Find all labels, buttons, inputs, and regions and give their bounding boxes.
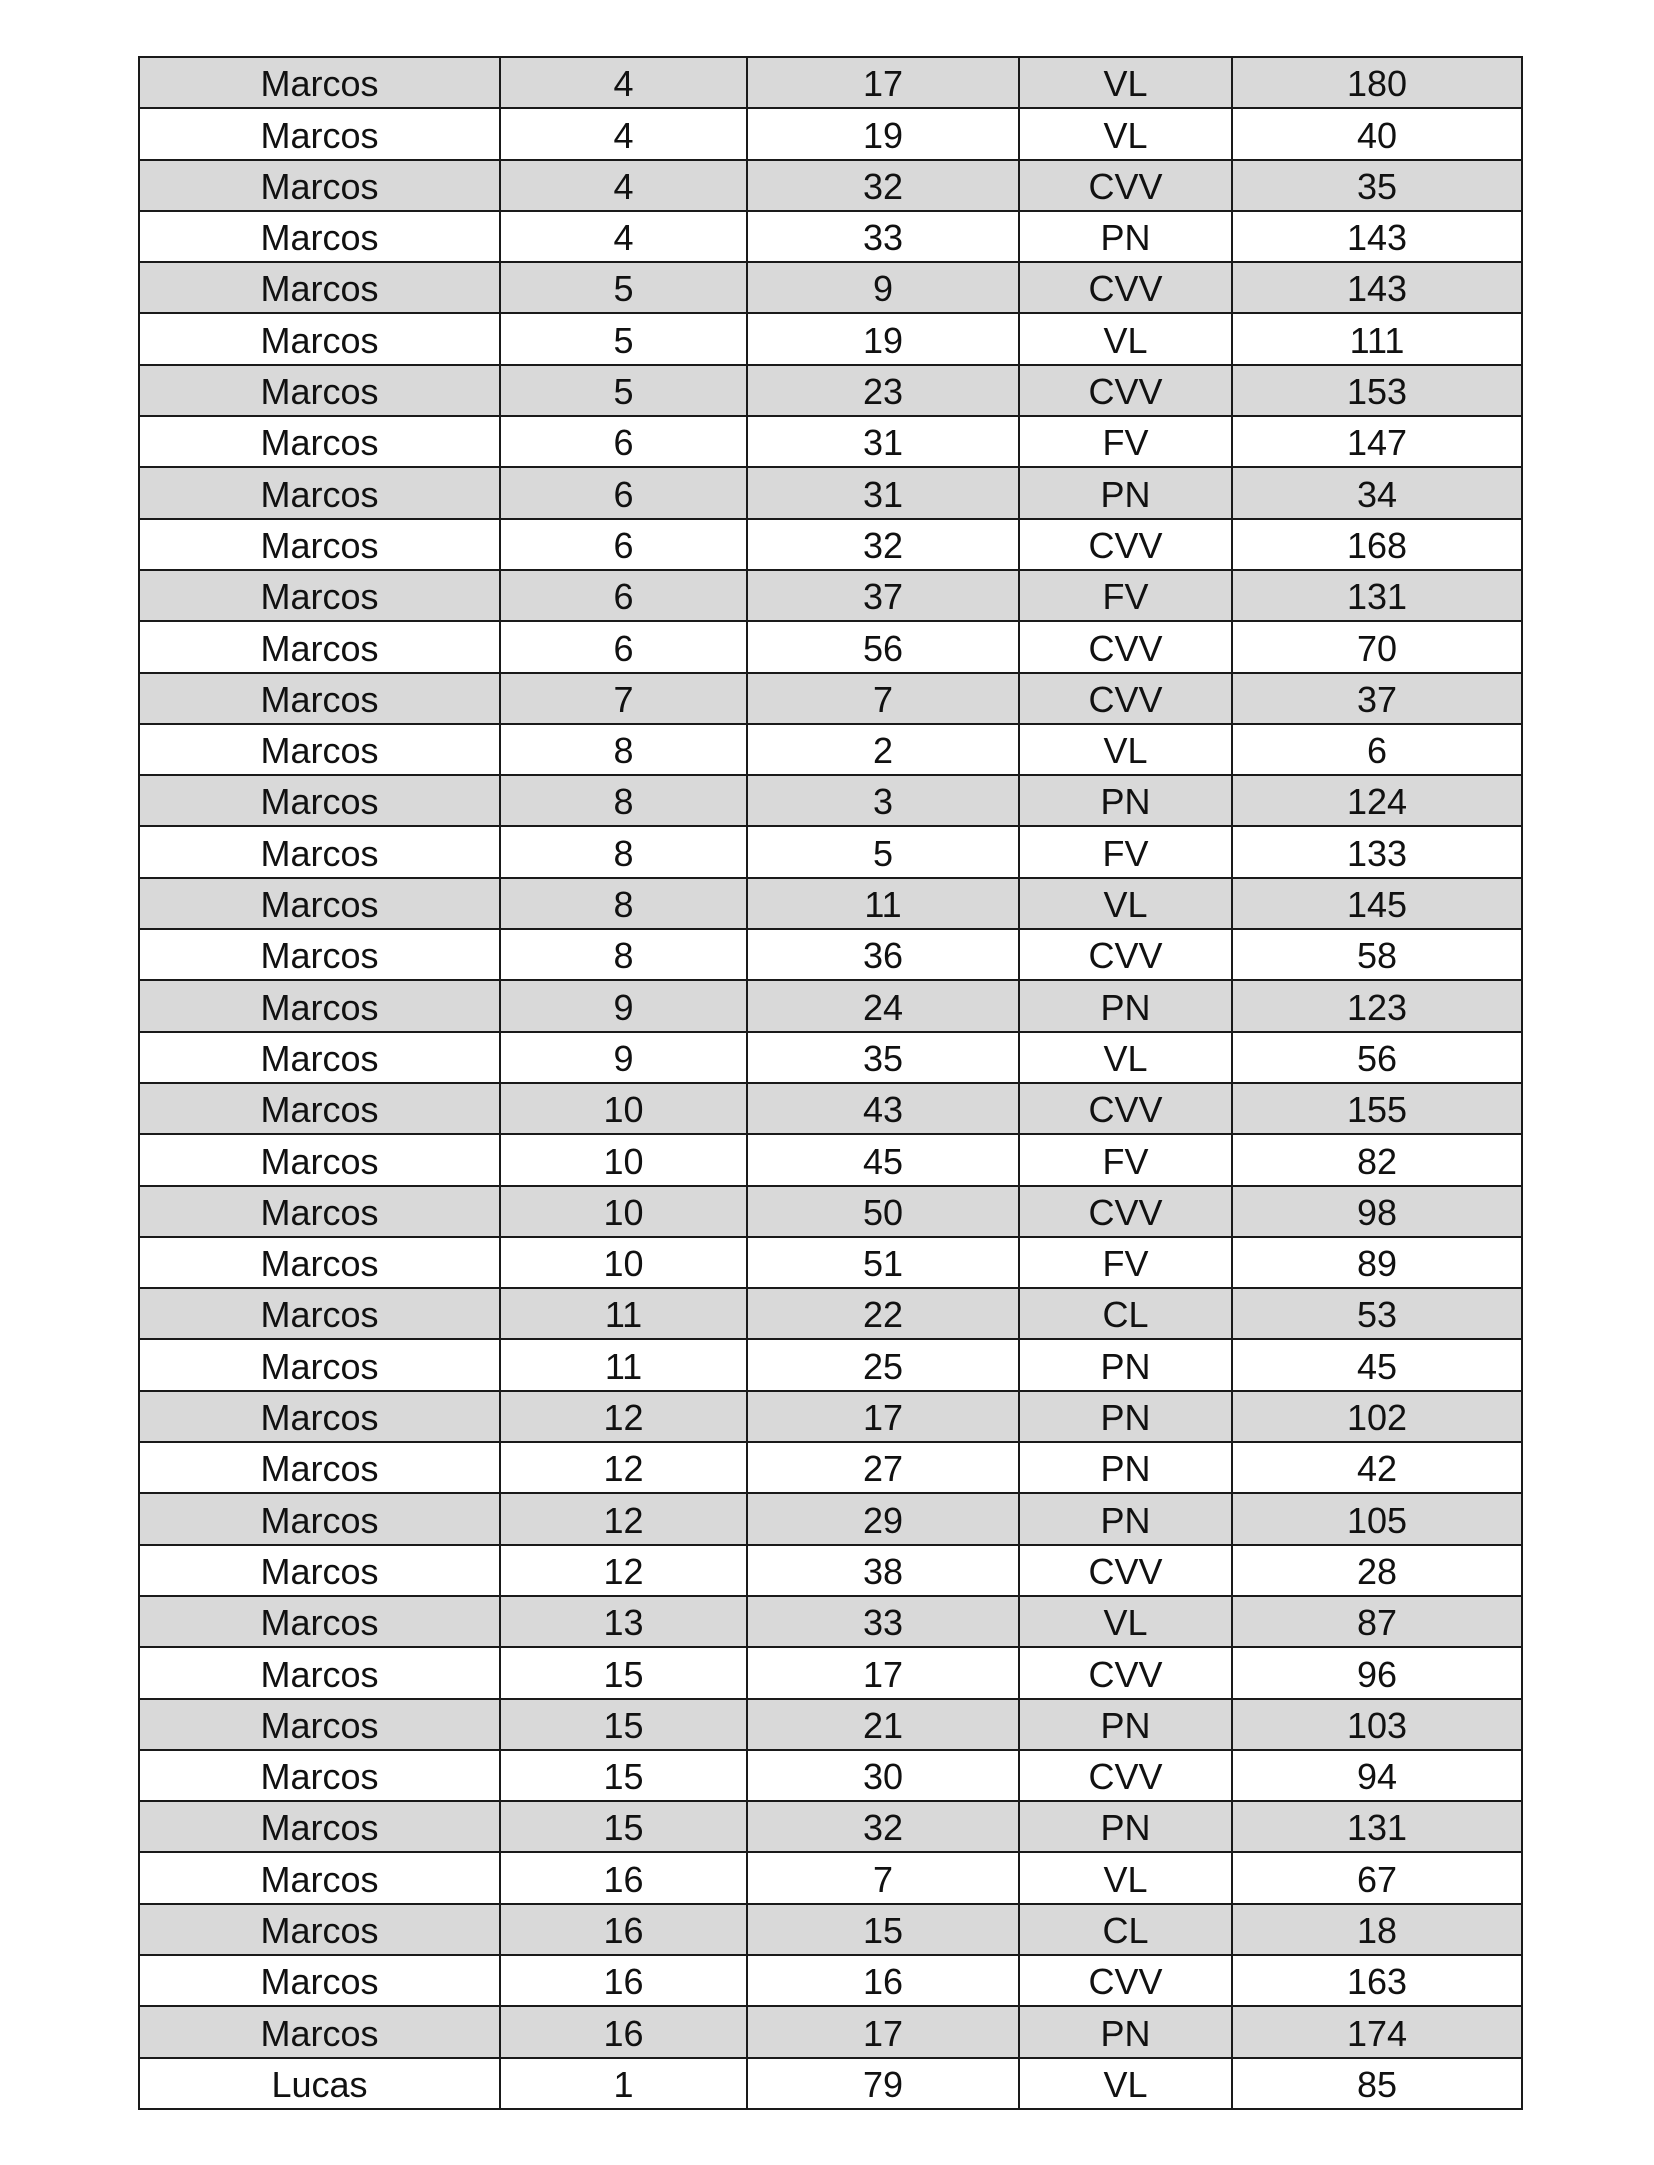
amount-cell: 105 [1232,1493,1522,1544]
table-row [139,57,1522,108]
amount-cell: 58 [1232,929,1522,980]
value-cell: 7 [747,1852,1019,1903]
name-cell: Marcos [139,1852,500,1903]
code-cell: VL [1019,1596,1232,1647]
value-cell: 32 [747,160,1019,211]
number-cell: 10 [500,1083,747,1134]
name-cell: Marcos [139,1904,500,1955]
table-row [139,826,1522,877]
number-cell: 10 [500,1186,747,1237]
name-cell: Marcos [139,1750,500,1801]
number-cell: 5 [500,313,747,364]
value-cell: 11 [747,878,1019,929]
table-row [139,211,1522,262]
table-row [139,775,1522,826]
value-cell: 3 [747,775,1019,826]
value-cell: 43 [747,1083,1019,1134]
value-cell: 36 [747,929,1019,980]
value-cell: 56 [747,621,1019,672]
code-cell: CVV [1019,262,1232,313]
code-cell: CVV [1019,1545,1232,1596]
value-cell: 17 [747,57,1019,108]
table-row [139,621,1522,672]
code-cell: PN [1019,775,1232,826]
number-cell: 8 [500,878,747,929]
code-cell: VL [1019,108,1232,159]
code-cell: CVV [1019,1647,1232,1698]
amount-cell: 56 [1232,1032,1522,1083]
value-cell: 21 [747,1699,1019,1750]
amount-cell: 147 [1232,416,1522,467]
table-row [139,519,1522,570]
name-cell: Marcos [139,1391,500,1442]
name-cell: Marcos [139,2006,500,2057]
code-cell: CVV [1019,673,1232,724]
amount-cell: 153 [1232,365,1522,416]
value-cell: 33 [747,1596,1019,1647]
name-cell: Marcos [139,108,500,159]
name-cell: Marcos [139,519,500,570]
number-cell: 5 [500,262,747,313]
table-row [139,467,1522,518]
code-cell: VL [1019,313,1232,364]
number-cell: 7 [500,673,747,724]
amount-cell: 163 [1232,1955,1522,2006]
number-cell: 8 [500,724,747,775]
value-cell: 25 [747,1339,1019,1390]
table-row [139,1750,1522,1801]
value-cell: 17 [747,1391,1019,1442]
number-cell: 12 [500,1493,747,1544]
code-cell: PN [1019,467,1232,518]
code-cell: VL [1019,724,1232,775]
code-cell: PN [1019,211,1232,262]
value-cell: 35 [747,1032,1019,1083]
name-cell: Marcos [139,1288,500,1339]
table-row [139,980,1522,1031]
number-cell: 11 [500,1288,747,1339]
amount-cell: 82 [1232,1134,1522,1185]
table-row [139,1134,1522,1185]
name-cell: Marcos [139,1339,500,1390]
name-cell: Marcos [139,1186,500,1237]
code-cell: PN [1019,1339,1232,1390]
table-row [139,724,1522,775]
number-cell: 10 [500,1237,747,1288]
value-cell: 16 [747,1955,1019,2006]
value-cell: 31 [747,416,1019,467]
amount-cell: 98 [1232,1186,1522,1237]
value-cell: 30 [747,1750,1019,1801]
number-cell: 15 [500,1750,747,1801]
code-cell: CVV [1019,1750,1232,1801]
name-cell: Marcos [139,160,500,211]
code-cell: CVV [1019,160,1232,211]
value-cell: 15 [747,1904,1019,1955]
number-cell: 4 [500,108,747,159]
name-cell: Marcos [139,673,500,724]
table-row [139,1545,1522,1596]
number-cell: 12 [500,1442,747,1493]
code-cell: CVV [1019,621,1232,672]
amount-cell: 143 [1232,211,1522,262]
value-cell: 22 [747,1288,1019,1339]
number-cell: 9 [500,980,747,1031]
value-cell: 19 [747,313,1019,364]
value-cell: 38 [747,1545,1019,1596]
table-row [139,673,1522,724]
code-cell: CVV [1019,1955,1232,2006]
name-cell: Marcos [139,211,500,262]
code-cell: FV [1019,570,1232,621]
code-cell: PN [1019,1442,1232,1493]
amount-cell: 111 [1232,313,1522,364]
value-cell: 5 [747,826,1019,877]
name-cell: Marcos [139,1647,500,1698]
number-cell: 13 [500,1596,747,1647]
name-cell: Marcos [139,1134,500,1185]
name-cell: Marcos [139,1955,500,2006]
value-cell: 2 [747,724,1019,775]
number-cell: 12 [500,1545,747,1596]
name-cell: Marcos [139,1442,500,1493]
number-cell: 12 [500,1391,747,1442]
table-row [139,2006,1522,2057]
name-cell: Lucas [139,2058,500,2109]
table-row [139,313,1522,364]
name-cell: Marcos [139,1493,500,1544]
table-row [139,1801,1522,1852]
value-cell: 7 [747,673,1019,724]
name-cell: Marcos [139,262,500,313]
amount-cell: 131 [1232,570,1522,621]
code-cell: PN [1019,1391,1232,1442]
amount-cell: 28 [1232,1545,1522,1596]
amount-cell: 6 [1232,724,1522,775]
number-cell: 11 [500,1339,747,1390]
name-cell: Marcos [139,878,500,929]
code-cell: FV [1019,826,1232,877]
amount-cell: 18 [1232,1904,1522,1955]
table-row [139,108,1522,159]
value-cell: 23 [747,365,1019,416]
table-row [139,570,1522,621]
code-cell: PN [1019,1801,1232,1852]
table-row [139,1083,1522,1134]
table-row [139,1391,1522,1442]
amount-cell: 168 [1232,519,1522,570]
table-row [139,1852,1522,1903]
code-cell: CL [1019,1288,1232,1339]
number-cell: 1 [500,2058,747,2109]
name-cell: Marcos [139,1083,500,1134]
amount-cell: 145 [1232,878,1522,929]
amount-cell: 155 [1232,1083,1522,1134]
table-row [139,1032,1522,1083]
amount-cell: 103 [1232,1699,1522,1750]
name-cell: Marcos [139,416,500,467]
name-cell: Marcos [139,724,500,775]
table-row [139,1442,1522,1493]
code-cell: FV [1019,1237,1232,1288]
code-cell: CVV [1019,365,1232,416]
name-cell: Marcos [139,57,500,108]
table-row [139,1339,1522,1390]
amount-cell: 96 [1232,1647,1522,1698]
code-cell: VL [1019,57,1232,108]
table-row [139,1596,1522,1647]
number-cell: 6 [500,621,747,672]
table-row [139,1493,1522,1544]
number-cell: 16 [500,1904,747,1955]
amount-cell: 94 [1232,1750,1522,1801]
code-cell: VL [1019,1032,1232,1083]
table-row [139,262,1522,313]
name-cell: Marcos [139,1237,500,1288]
number-cell: 10 [500,1134,747,1185]
table-row [139,878,1522,929]
amount-cell: 131 [1232,1801,1522,1852]
name-cell: Marcos [139,365,500,416]
value-cell: 79 [747,2058,1019,2109]
amount-cell: 133 [1232,826,1522,877]
amount-cell: 42 [1232,1442,1522,1493]
table-row [139,1186,1522,1237]
code-cell: CVV [1019,519,1232,570]
amount-cell: 37 [1232,673,1522,724]
number-cell: 16 [500,1955,747,2006]
code-cell: PN [1019,2006,1232,2057]
amount-cell: 102 [1232,1391,1522,1442]
table-row [139,365,1522,416]
value-cell: 24 [747,980,1019,1031]
value-cell: 33 [747,211,1019,262]
data-table [138,56,1523,2110]
name-cell: Marcos [139,929,500,980]
number-cell: 8 [500,775,747,826]
value-cell: 27 [747,1442,1019,1493]
number-cell: 8 [500,826,747,877]
name-cell: Marcos [139,313,500,364]
value-cell: 19 [747,108,1019,159]
value-cell: 45 [747,1134,1019,1185]
code-cell: CVV [1019,929,1232,980]
value-cell: 9 [747,262,1019,313]
table-row [139,160,1522,211]
name-cell: Marcos [139,980,500,1031]
value-cell: 32 [747,1801,1019,1852]
name-cell: Marcos [139,1596,500,1647]
name-cell: Marcos [139,1699,500,1750]
number-cell: 5 [500,365,747,416]
value-cell: 50 [747,1186,1019,1237]
code-cell: CL [1019,1904,1232,1955]
number-cell: 15 [500,1699,747,1750]
number-cell: 4 [500,160,747,211]
number-cell: 8 [500,929,747,980]
amount-cell: 85 [1232,2058,1522,2109]
code-cell: VL [1019,1852,1232,1903]
number-cell: 16 [500,1852,747,1903]
code-cell: PN [1019,1493,1232,1544]
name-cell: Marcos [139,1801,500,1852]
code-cell: FV [1019,416,1232,467]
name-cell: Marcos [139,621,500,672]
number-cell: 6 [500,570,747,621]
number-cell: 15 [500,1647,747,1698]
code-cell: PN [1019,980,1232,1031]
amount-cell: 70 [1232,621,1522,672]
table-row [139,929,1522,980]
table-row [139,1647,1522,1698]
number-cell: 4 [500,211,747,262]
name-cell: Marcos [139,570,500,621]
number-cell: 6 [500,467,747,518]
value-cell: 17 [747,2006,1019,2057]
amount-cell: 35 [1232,160,1522,211]
amount-cell: 53 [1232,1288,1522,1339]
code-cell: CVV [1019,1186,1232,1237]
number-cell: 6 [500,519,747,570]
name-cell: Marcos [139,1032,500,1083]
number-cell: 4 [500,57,747,108]
code-cell: FV [1019,1134,1232,1185]
amount-cell: 45 [1232,1339,1522,1390]
name-cell: Marcos [139,826,500,877]
amount-cell: 34 [1232,467,1522,518]
name-cell: Marcos [139,775,500,826]
number-cell: 16 [500,2006,747,2057]
table-row [139,2058,1522,2109]
name-cell: Marcos [139,1545,500,1596]
table-row [139,1237,1522,1288]
number-cell: 9 [500,1032,747,1083]
code-cell: PN [1019,1699,1232,1750]
code-cell: VL [1019,878,1232,929]
value-cell: 17 [747,1647,1019,1698]
table-row [139,1955,1522,2006]
amount-cell: 123 [1232,980,1522,1031]
table-row [139,416,1522,467]
table-row [139,1699,1522,1750]
value-cell: 51 [747,1237,1019,1288]
table-row [139,1904,1522,1955]
number-cell: 6 [500,416,747,467]
code-cell: VL [1019,2058,1232,2109]
amount-cell: 143 [1232,262,1522,313]
value-cell: 32 [747,519,1019,570]
number-cell: 15 [500,1801,747,1852]
amount-cell: 124 [1232,775,1522,826]
amount-cell: 180 [1232,57,1522,108]
code-cell: CVV [1019,1083,1232,1134]
value-cell: 31 [747,467,1019,518]
amount-cell: 174 [1232,2006,1522,2057]
table-row [139,1288,1522,1339]
value-cell: 37 [747,570,1019,621]
name-cell: Marcos [139,467,500,518]
amount-cell: 87 [1232,1596,1522,1647]
amount-cell: 67 [1232,1852,1522,1903]
amount-cell: 89 [1232,1237,1522,1288]
table-body [139,57,1522,2109]
value-cell: 29 [747,1493,1019,1544]
amount-cell: 40 [1232,108,1522,159]
